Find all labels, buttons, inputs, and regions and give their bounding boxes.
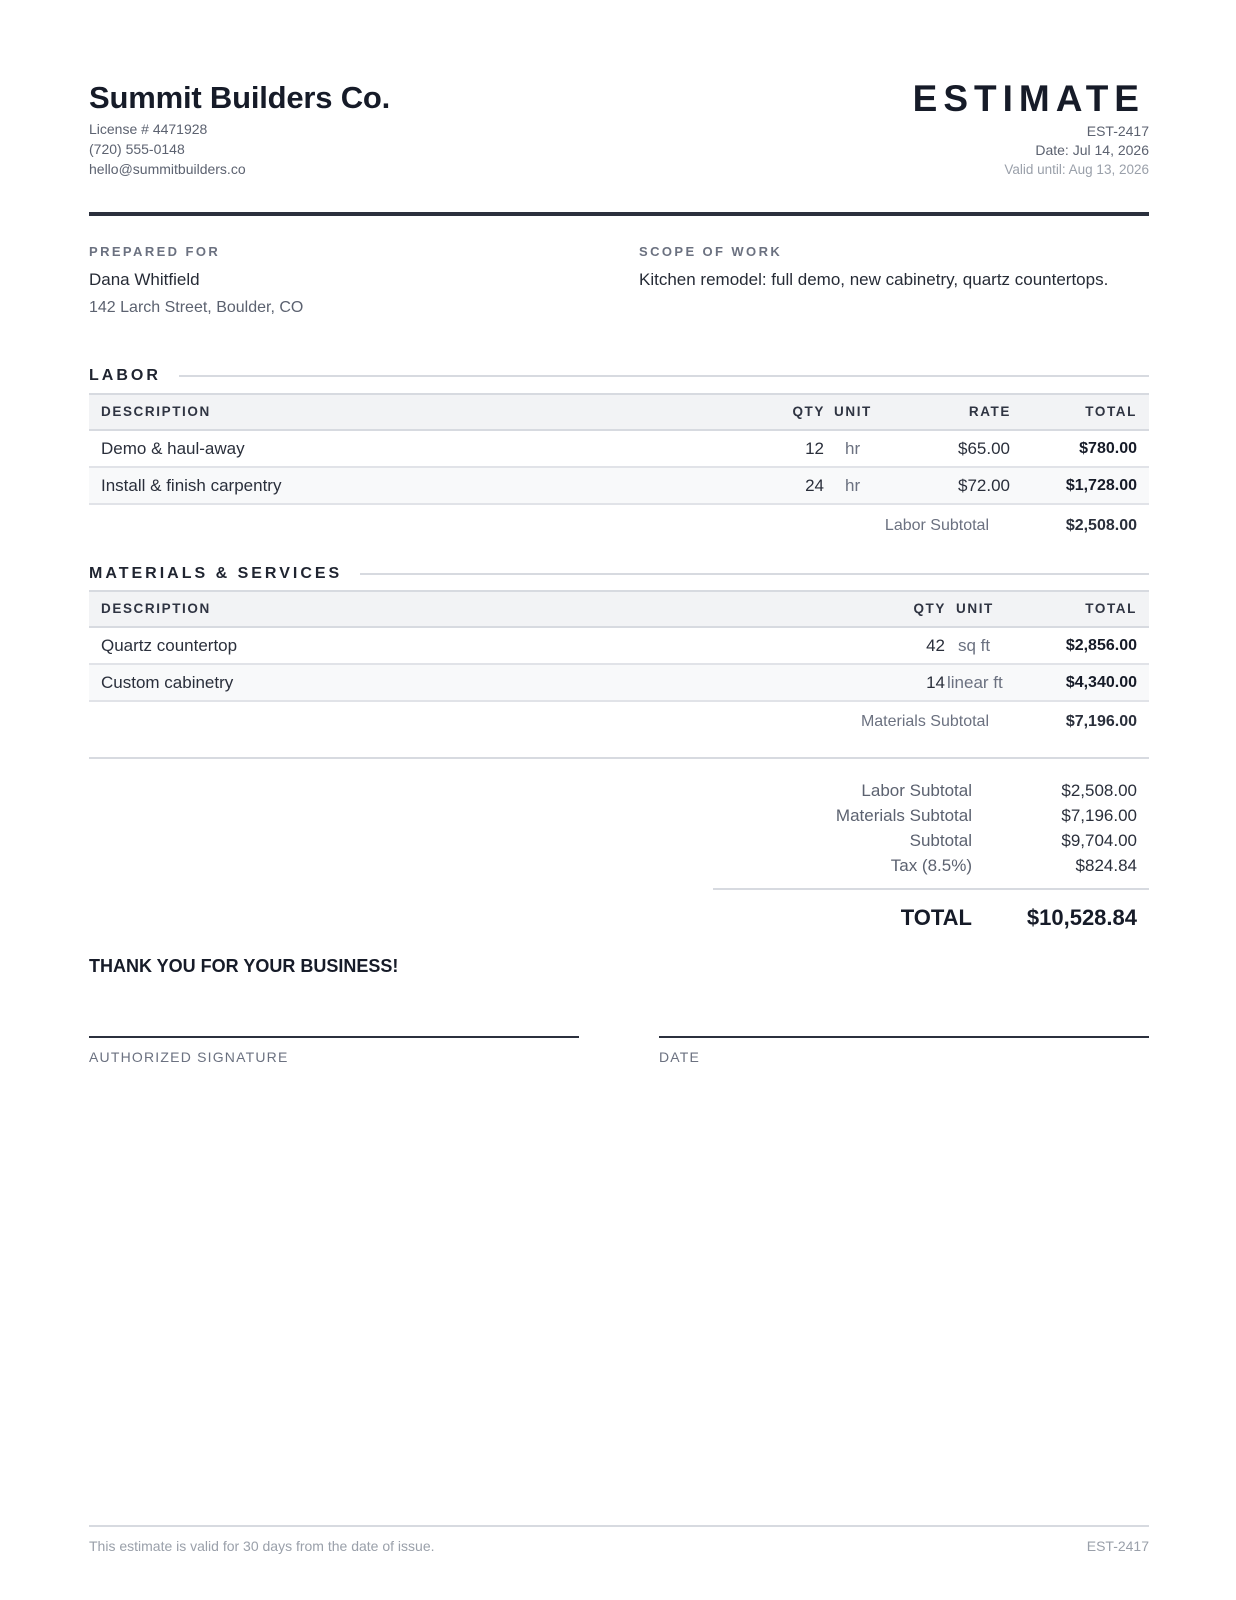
prepared-for-label: PREPARED FOR	[89, 244, 221, 259]
summary-value: $7,196.00	[1061, 806, 1137, 825]
company-email: hello@summitbuilders.co	[89, 161, 246, 177]
col-rate: RATE	[968, 404, 1011, 419]
row-total: $4,340.00	[1065, 674, 1137, 691]
grand-total-label: TOTAL	[900, 905, 972, 930]
row-unit: hr	[845, 476, 861, 495]
table-row	[89, 468, 1149, 505]
row-description: Install & finish carpentry	[101, 476, 282, 495]
col-qty: QTY	[792, 404, 825, 419]
date-line	[659, 1036, 1149, 1038]
labor-table	[89, 393, 1149, 505]
company-phone: (720) 555-0148	[89, 141, 185, 157]
row-qty: 12	[805, 439, 824, 458]
materials-subtotal-value: $7,196.00	[1065, 713, 1137, 730]
estimate-date: Date: Jul 14, 2026	[1035, 142, 1149, 158]
table-row	[89, 628, 1149, 665]
row-qty: 14	[926, 673, 945, 692]
materials-table	[89, 590, 1149, 702]
row-rate: $72.00	[958, 476, 1010, 495]
header-divider	[89, 212, 1149, 216]
row-total: $780.00	[1079, 440, 1137, 457]
grand-total-divider	[713, 888, 1149, 890]
summary-label: Materials Subtotal	[835, 806, 972, 825]
labor-subtotal-value: $2,508.00	[1065, 517, 1137, 534]
client-name: Dana Whitfield	[89, 270, 200, 289]
col-unit: UNIT	[956, 601, 994, 616]
table-row	[89, 665, 1149, 702]
summary-label: Subtotal	[909, 831, 972, 850]
labor-table-header	[89, 393, 1149, 431]
col-total: TOTAL	[1085, 601, 1137, 616]
col-unit: UNIT	[834, 404, 872, 419]
col-qty: QTY	[913, 601, 946, 616]
totals-divider	[89, 757, 1149, 759]
row-description: Custom cabinetry	[101, 673, 234, 692]
date-label: DATE	[659, 1049, 701, 1065]
row-total: $2,856.00	[1065, 637, 1137, 654]
valid-until: Valid until: Aug 13, 2026	[1004, 162, 1149, 177]
row-description: Demo & haul-away	[101, 439, 245, 458]
row-unit: hr	[845, 439, 861, 458]
row-qty: 24	[805, 476, 824, 495]
materials-table-header	[89, 590, 1149, 628]
footer-note: This estimate is valid for 30 days from the date of issue.	[89, 1538, 435, 1554]
summary-value: $9,704.00	[1061, 831, 1137, 850]
summary-value: $2,508.00	[1061, 781, 1137, 800]
row-total: $1,728.00	[1065, 477, 1137, 494]
grand-total-value: $10,528.84	[1026, 905, 1137, 930]
materials-subtotal-label: Materials Subtotal	[860, 713, 989, 730]
row-unit: linear ft	[947, 673, 1003, 692]
footer-estimate-number: EST-2417	[1086, 1538, 1149, 1554]
labor-section-title: LABOR	[89, 367, 161, 384]
materials-section-heading	[89, 564, 1149, 584]
row-qty: 42	[926, 636, 945, 655]
labor-section-heading	[89, 366, 1149, 386]
signature-label: AUTHORIZED SIGNATURE	[89, 1049, 289, 1065]
estimate-page	[89, 0, 1149, 1600]
col-description: DESCRIPTION	[101, 404, 211, 419]
table-row	[89, 431, 1149, 468]
row-rate: $65.00	[958, 439, 1010, 458]
company-name: Summit Builders Co.	[89, 80, 391, 115]
signature-line	[89, 1036, 579, 1038]
footer-divider	[89, 1525, 1149, 1527]
client-address: 142 Larch Street, Boulder, CO	[89, 299, 304, 316]
row-unit: sq ft	[958, 636, 991, 655]
company-license: License # 4471928	[89, 121, 208, 137]
document-title: ESTIMATE	[912, 78, 1145, 119]
labor-subtotal-label: Labor Subtotal	[884, 517, 989, 534]
thank-you-note: THANK YOU FOR YOUR BUSINESS!	[89, 956, 399, 976]
summary-value: $824.84	[1075, 856, 1137, 875]
summary-label: Tax (8.5%)	[890, 856, 972, 875]
row-description: Quartz countertop	[101, 636, 238, 655]
col-description: DESCRIPTION	[101, 601, 211, 616]
col-total: TOTAL	[1085, 404, 1137, 419]
summary-label: Labor Subtotal	[861, 781, 972, 800]
scope-text: Kitchen remodel: full demo, new cabinetry, quartz countertops.	[639, 270, 1109, 289]
scope-label: SCOPE OF WORK	[639, 244, 783, 259]
estimate-number: EST-2417	[1086, 123, 1149, 139]
section-divider	[179, 375, 1149, 377]
section-divider	[360, 573, 1149, 575]
materials-section-title: MATERIALS & SERVICES	[89, 565, 343, 582]
